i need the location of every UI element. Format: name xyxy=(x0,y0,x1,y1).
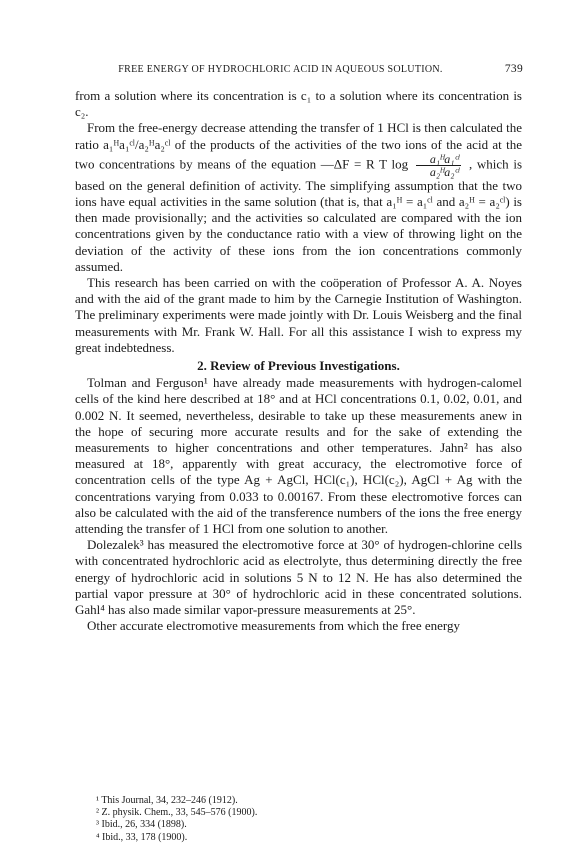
running-title: FREE ENERGY OF HYDROCHLORIC ACID IN AQUEOUS SOLUTION. xyxy=(118,64,443,75)
paragraph-tolman-ferguson: Tolman and Ferguson¹ have already made measurements with hydrogen-calomel cells of the kind here described at 18° and at HCl concentrations 0.1, 0.02, 0.01, and 0.002 N. It seemed, nevertheless, desirable to take up these measurements anew in the hope of securing more accurate results and for the sake of extending the measurements to higher concentrations and other temperatures. Jahn² has also measured at 18°, apparently with great accuracy, the electromotive force of concentration cells of the type Ag + AgCl, HCl(c₁), HCl(c₂), AgCl + Ag with the concentrations varying from 0.033 to 0.00167. From these electromotive forces can also be calculated with the aid of the transference numbers of the ions the free energy attending the transfer of 1 HCl from one solution to another. xyxy=(75,375,522,537)
section-heading: 2. Review of Previous Investigations. xyxy=(197,358,400,374)
footnote-1: ¹ This Journal, 34, 232–246 (1912). xyxy=(96,795,238,806)
activity-fraction xyxy=(416,153,461,178)
footnote-2: ² Z. physik. Chem., 33, 545–576 (1900). xyxy=(96,807,258,819)
paragraph-dolezalek: Dolezalek³ has measured the electromotive force at 30° of hydrogen-chlorine cells with concentrated hydrochloric acid as electrolyte, thus determining directly the free energy of hydrochloric acid in solutions 5 N to 12 N. He has also determined the partial vapor pressure at 30° of hydrochloric acid in these concentrated solutions. Gahl⁴ has also made similar vapor-pressure measurements at 25°. xyxy=(75,537,522,618)
paragraph-other-measurements: Other accurate electromotive measurements from which the free energy xyxy=(87,618,460,634)
paragraph-continuation: from a solution where its concentration is c₁ to a solution where its concentration is c₂. xyxy=(75,88,522,120)
paragraph-acknowledgement: This research has been carried on with the coöperation of Professor A. A. Noyes and with the aid of the grant made to him by the Carnegie Institution of Washington. The preliminary experiments were made jointly with Dr. Louis Weisberg and the final measurements with Mr. Frank W. Hall. For all this assistance I wish to express my great indebtedness. xyxy=(75,275,522,355)
fraction-denominator: a₂ᴴa₂ᶜˡ xyxy=(429,164,460,179)
footnote-4: ⁴ Ibid., 33, 178 (1900). xyxy=(96,831,188,843)
body-text xyxy=(75,88,522,635)
paragraph-text-b: , which is based on the general definition of activity. The simplifying assumption that the two ions have equal activities in the same solution (that is, that a₁ᴴ = a₁ᶜˡ and a₂ᴴ = a₂ᶜˡ) is then made provisionally; and the activities so calculated are compared with the ion concentrations given by the conductance ratio with a view of throwing light on the deviation of the activity of these ions from the ion concentrations commonly assumed. xyxy=(75,156,523,274)
page-number: 739 xyxy=(504,63,523,75)
paragraph-free-energy-ratio xyxy=(75,120,522,275)
paragraph-text-a: From the free-energy decrease attending the transfer of 1 HCl is then calculated the ratio a₁ᴴa₁ᶜˡ/a₂ᴴa₂ᶜˡ of the products of the activities of the two ions of the acid at the two concentrations by means of the equation —ΔF = R T log xyxy=(75,120,522,172)
footnotes xyxy=(96,795,516,844)
fraction-numerator: a₁ᴴa₁ᶜˡ xyxy=(416,153,461,166)
footnote-3: ³ Ibid., 26, 334 (1898). xyxy=(96,819,187,831)
running-header xyxy=(78,64,523,80)
